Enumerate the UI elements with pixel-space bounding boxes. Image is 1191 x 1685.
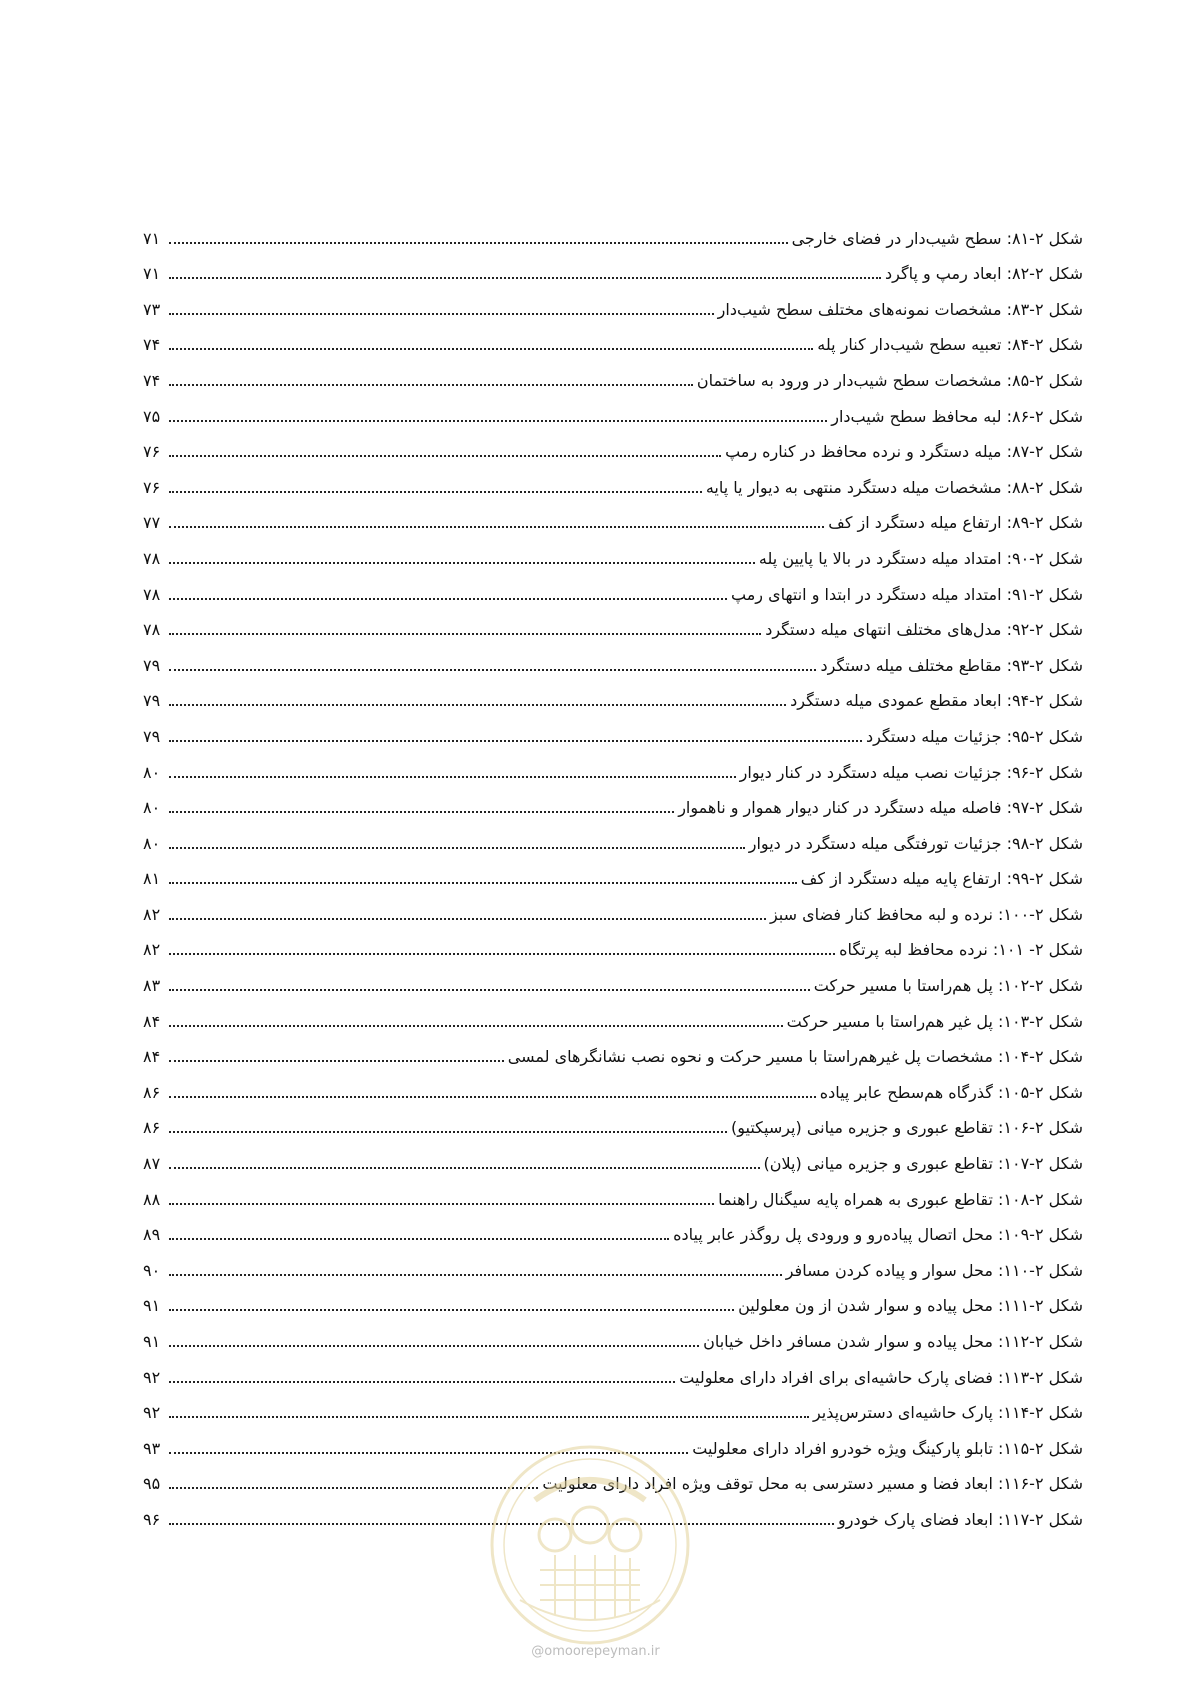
toc-entry-label: شکل ۲-۸۵: مشخصات سطح شیب‌دار در ورود به ساختمان: [696, 370, 1083, 390]
dot-leader: [169, 455, 721, 457]
toc-page-number: ۷۶: [143, 477, 161, 497]
toc-row[interactable]: [143, 428, 1083, 464]
toc-entry-label: شکل ۲-۸۱: سطح شیب‌دار در فضای خارجی: [791, 228, 1083, 248]
dot-leader: [169, 1345, 699, 1347]
toc-page-number: ۹۱: [143, 1332, 161, 1351]
toc-page-number: ۸۴: [143, 1047, 161, 1067]
dot-leader: [169, 1381, 675, 1383]
toc-entry-label: شکل ۲-۱۰۹: محل اتصال پیاده‌رو و ورودی پل روگذر عابر پیاده: [673, 1225, 1083, 1245]
toc-entry-label: شکل ۲- ۱۰۱: نرده محافظ لبه پرتگاه: [839, 940, 1083, 960]
toc-row[interactable]: [143, 250, 1083, 286]
toc-entry-label: شکل ۲-۱۰۵: گذرگاه هم‌سطح عابر پیاده: [819, 1082, 1083, 1102]
toc-entry-label: شکل ۲-۸۶: لبه محافظ سطح شیب‌دار: [831, 406, 1083, 426]
toc-row[interactable]: [143, 997, 1083, 1033]
dot-leader: [169, 491, 702, 493]
toc-page-number: ۸۶: [143, 1082, 161, 1102]
toc-entry-label: شکل ۲-۹۱: امتداد میله دستگرد در ابتدا و انتهای رمپ: [731, 584, 1083, 604]
toc-entry-label: شکل ۲-۸۷: میله دستگرد و نرده محافظ در کناره رمپ: [725, 442, 1083, 462]
toc-page-number: ۸۶: [143, 1118, 161, 1138]
toc-row[interactable]: [143, 1389, 1083, 1425]
toc-row[interactable]: [143, 392, 1083, 428]
toc-row[interactable]: [143, 890, 1083, 926]
dot-leader: [169, 562, 755, 564]
dot-leader: [169, 989, 810, 991]
dot-leader: [169, 1131, 727, 1133]
toc-page-number: ۷۹: [143, 691, 161, 711]
toc-entry-label: شکل ۲-۱۱۴: پارک حاشیه‌ای دسترس‌پذیر: [812, 1403, 1083, 1423]
toc-page-number: ۷۵: [143, 406, 161, 426]
toc-row[interactable]: [143, 606, 1083, 642]
toc-row[interactable]: [143, 1139, 1083, 1175]
dot-leader: [169, 384, 693, 386]
toc-page-number: ۷۸: [143, 620, 161, 640]
dot-leader: [169, 598, 727, 600]
toc-row[interactable]: [143, 641, 1083, 677]
toc-entry-label: شکل ۲-۱۱۱: محل پیاده و سوار شدن از ون معلولین: [738, 1296, 1083, 1316]
dot-leader: [169, 1025, 783, 1027]
toc-page-number: ۹۲: [143, 1403, 161, 1423]
toc-entry-label: شکل ۲-۸۳: مشخصات نمونه‌های مختلف سطح شیب‌دار: [717, 299, 1083, 319]
toc-entry-label: شکل ۲-۱۱۰: محل سوار و پیاده کردن مسافر: [785, 1260, 1083, 1280]
toc-row[interactable]: [143, 285, 1083, 321]
toc-row[interactable]: [143, 1068, 1083, 1104]
watermark-seal-icon: [480, 1440, 700, 1650]
dot-leader: [169, 847, 745, 849]
toc-entry-label: شکل ۲-۹۷: فاصله میله دستگرد در کنار دیوار هموار و ناهموار: [678, 798, 1083, 818]
toc-row[interactable]: [143, 961, 1083, 997]
dot-leader: [169, 1203, 714, 1205]
toc-row[interactable]: [143, 1282, 1083, 1318]
dot-leader: [169, 1238, 669, 1240]
toc-row[interactable]: [143, 1104, 1083, 1140]
toc-entry-label: شکل ۲-۹۲: مدل‌های مختلف انتهای میله دستگرد: [765, 620, 1083, 640]
dot-leader: [169, 348, 813, 350]
toc-row[interactable]: [143, 1353, 1083, 1389]
toc-page-number: ۷۹: [143, 655, 161, 675]
dot-leader: [169, 313, 714, 315]
toc-page-number: ۹۶: [143, 1509, 161, 1529]
toc-page-number: ۸۴: [143, 1011, 161, 1031]
toc-row[interactable]: [143, 1317, 1083, 1353]
toc-page-number: ۷۹: [143, 726, 161, 746]
dot-leader: [169, 1167, 760, 1169]
dot-leader: [169, 526, 824, 528]
toc-entry-label: شکل ۲-۹۳: مقاطع مختلف میله دستگرد: [820, 655, 1083, 675]
toc-entry-label: شکل ۲-۹۹: ارتفاع پایه میله دستگرد از کف: [800, 869, 1083, 889]
toc-row[interactable]: [143, 855, 1083, 891]
toc-page-number: ۷۸: [143, 548, 161, 568]
toc-row[interactable]: [143, 819, 1083, 855]
toc-page-number: ۸۳: [143, 976, 161, 996]
toc-page-number: ۸۰: [143, 762, 161, 782]
toc-entry-label: شکل ۲-۹۶: جزئیات نصب میله دستگرد در کنار دیوار: [739, 762, 1083, 782]
toc-row[interactable]: [143, 570, 1083, 606]
toc-page-number: ۹۱: [143, 1296, 161, 1316]
toc-row[interactable]: [143, 712, 1083, 748]
toc-row[interactable]: [143, 463, 1083, 499]
dot-leader: [169, 811, 674, 813]
toc-row[interactable]: [143, 1175, 1083, 1211]
toc-page-number: ۸۹: [143, 1225, 161, 1245]
toc-entry-label: شکل ۲-۱۰۴: مشخصات پل غیرهم‌راستا با مسیر حرکت و نحوه نصب نشانگرهای لمسی: [507, 1047, 1083, 1067]
toc-row[interactable]: [143, 499, 1083, 535]
dot-leader: [169, 1060, 504, 1062]
toc-entry-label: شکل ۲-۱۱۶: ابعاد فضا و مسیر دسترسی به محل توقف ویژه افراد دارای معلولیت: [542, 1474, 1083, 1494]
toc-page-number: ۹۳: [143, 1438, 161, 1458]
toc-page-number: ۸۷: [143, 1154, 161, 1174]
dot-leader: [169, 420, 827, 422]
toc-row[interactable]: [143, 1246, 1083, 1282]
dot-leader: [169, 1096, 816, 1098]
dot-leader: [169, 776, 736, 778]
toc-entry-label: شکل ۲-۱۰۰: نرده و لبه محافظ کنار فضای سبز: [769, 904, 1083, 924]
toc-entry-label: شکل ۲-۱۰۷: تقاطع عبوری و جزیره میانی (پلان): [763, 1154, 1083, 1174]
toc-row[interactable]: [143, 784, 1083, 820]
toc-row[interactable]: [143, 321, 1083, 357]
toc-page-number: ۸۱: [143, 869, 161, 889]
toc-page-number: ۷۱: [143, 264, 161, 284]
toc-entry-label: شکل ۲-۸۲: ابعاد رمپ و پاگرد: [885, 264, 1083, 284]
dot-leader: [169, 882, 797, 884]
toc-row[interactable]: [143, 1211, 1083, 1247]
toc-page-number: ۸۰: [143, 798, 161, 818]
dot-leader: [169, 633, 761, 635]
toc-row[interactable]: [143, 214, 1083, 250]
toc-entry-label: شکل ۲-۱۰۲: پل هم‌راستا با مسیر حرکت: [813, 976, 1083, 996]
toc-row[interactable]: [143, 748, 1083, 784]
table-of-figures: [143, 214, 1083, 1531]
toc-page-number: ۷۴: [143, 370, 161, 390]
toc-page-number: ۸۰: [143, 833, 161, 853]
toc-page-number: ۷۸: [143, 584, 161, 604]
dot-leader: [169, 242, 788, 244]
toc-entry-label: شکل ۲-۱۱۷: ابعاد فضای پارک خودرو: [838, 1509, 1083, 1529]
dot-leader: [169, 1309, 734, 1311]
dot-leader: [169, 669, 816, 671]
toc-entry-label: شکل ۲-۹۵: جزئیات میله دستگرد: [865, 726, 1083, 746]
toc-entry-label: شکل ۲-۱۰۸: تقاطع عبوری به همراه پایه سیگنال راهنما: [718, 1189, 1083, 1209]
toc-entry-label: شکل ۲-۱۰۶: تقاطع عبوری و جزیره میانی (پرسپکتیو): [730, 1118, 1083, 1138]
dot-leader: [169, 277, 881, 279]
toc-entry-label: شکل ۲-۱۱۵: تابلو پارکینگ ویژه خودرو افراد دارای معلولیت: [692, 1438, 1083, 1458]
toc-page-number: ۷۱: [143, 228, 161, 248]
dot-leader: [169, 1416, 809, 1418]
toc-page-number: ۸۲: [143, 940, 161, 960]
toc-entry-label: شکل ۲-۸۴: تعبیه سطح شیب‌دار کنار پله: [817, 335, 1083, 355]
toc-page-number: ۸۸: [143, 1189, 161, 1209]
toc-entry-label: شکل ۲-۹۴: ابعاد مقطع عمودی میله دستگرد: [790, 691, 1083, 711]
dot-leader: [169, 704, 786, 706]
toc-page-number: ۹۰: [143, 1260, 161, 1280]
toc-page-number: ۷۷: [143, 513, 161, 533]
dot-leader: [169, 953, 835, 955]
toc-entry-label: شکل ۲-۱۰۳: پل غیر هم‌راستا با مسیر حرکت: [786, 1011, 1083, 1031]
toc-entry-label: شکل ۲-۱۱۲: محل پیاده و سوار شدن مسافر داخل خیابان: [703, 1332, 1083, 1351]
dot-leader: [169, 1274, 782, 1276]
toc-row[interactable]: [143, 1033, 1083, 1069]
dot-leader: [169, 918, 766, 920]
dot-leader: [169, 740, 862, 742]
toc-page-number: ۷۳: [143, 299, 161, 319]
toc-entry-label: شکل ۲-۹۸: جزئیات تورفتگی میله دستگرد در دیوار: [748, 833, 1083, 853]
toc-row[interactable]: [143, 356, 1083, 392]
toc-page-number: ۷۴: [143, 335, 161, 355]
toc-page-number: ۸۲: [143, 904, 161, 924]
toc-row[interactable]: [143, 677, 1083, 713]
toc-page-number: ۷۶: [143, 442, 161, 462]
toc-entry-label: شکل ۲-۹۰: امتداد میله دستگرد در بالا یا پایین پله: [758, 548, 1083, 568]
toc-row[interactable]: [143, 534, 1083, 570]
toc-entry-label: شکل ۲-۸۹: ارتفاع میله دستگرد از کف: [828, 513, 1083, 533]
toc-row[interactable]: [143, 926, 1083, 962]
toc-page-number: ۹۵: [143, 1474, 161, 1494]
toc-page-number: ۹۲: [143, 1367, 161, 1387]
toc-entry-label: شکل ۲-۸۸: مشخصات میله دستگرد منتهی به دیوار یا پایه: [705, 477, 1083, 497]
toc-entry-label: شکل ۲-۱۱۳: فضای پارک حاشیه‌ای برای افراد دارای معلولیت: [679, 1367, 1083, 1387]
watermark-url: @omoorepeyman.ir: [531, 1644, 660, 1659]
